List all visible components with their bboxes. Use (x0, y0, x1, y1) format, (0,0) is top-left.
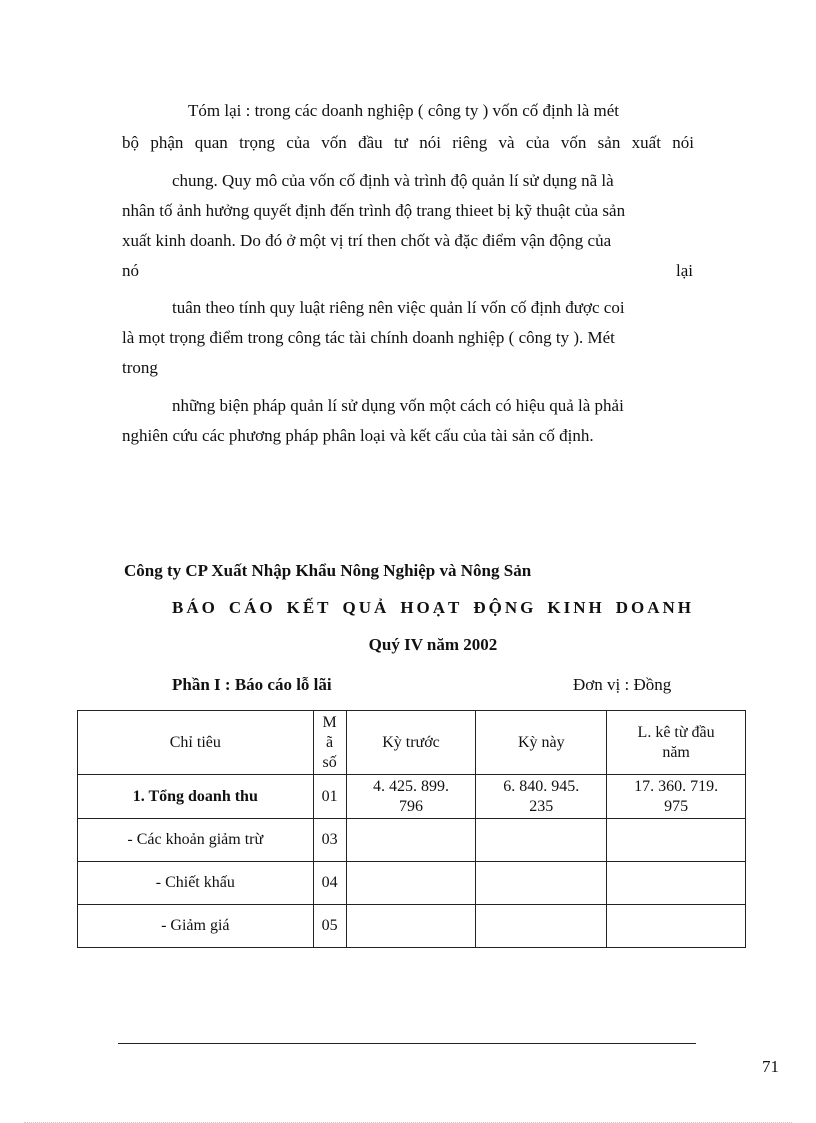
paragraph-line: trong (122, 358, 158, 377)
header-code-line: ã (326, 733, 334, 751)
table-row (78, 905, 746, 948)
header-previous: Kỳ trước (346, 711, 476, 775)
row-value-line: 4. 425. 899. (372, 777, 449, 795)
paragraph-line: Tóm lại : trong các doanh nghiệp ( công ty ) vốn cố định là mét (188, 101, 620, 120)
row-accum (607, 905, 746, 948)
row-value-line: 6. 840. 945. (503, 777, 580, 795)
header-indicator: Chỉ tiêu (78, 711, 314, 775)
report-title (172, 597, 694, 619)
row-indicator: - Giảm giá (78, 905, 314, 948)
report-title-word: DOANH (615, 598, 694, 617)
report-title-word: KINH (547, 598, 605, 617)
row-code: 04 (313, 862, 346, 905)
row-previous (346, 775, 476, 819)
header-current: Kỳ này (476, 711, 607, 775)
paragraph-line: chung. Quy mô của vốn cố định và trình độ quản lí sử dụng nã là (172, 171, 614, 190)
table-header-row (78, 711, 746, 775)
row-code: 03 (313, 819, 346, 862)
row-indicator: - Các khoản giảm trừ (78, 819, 314, 862)
row-value-line: 235 (529, 797, 554, 815)
row-current (476, 905, 607, 948)
report-period: Quý IV năm 2002 (368, 635, 498, 654)
income-report-table (77, 710, 746, 948)
row-value-line: 796 (398, 797, 423, 815)
report-title-word: BÁO (172, 598, 218, 617)
report-title-word: KẾT (286, 598, 332, 617)
row-indicator: - Chiết khấu (78, 862, 314, 905)
row-value-line: 17. 360. 719. (634, 777, 719, 795)
report-part: Phần I : Báo cáo lỗ lãi (172, 675, 332, 694)
table-row (78, 775, 746, 819)
row-current (476, 819, 607, 862)
header-code (313, 711, 346, 775)
row-accum (607, 862, 746, 905)
row-current (476, 862, 607, 905)
page-number: 71 (762, 1057, 779, 1076)
report-title-word: CÁO (228, 598, 276, 617)
paragraph-line: bộ phận quan trọng của vốn đầu tư nói riêng và của vốn sản xuất nói (122, 133, 694, 152)
paragraph-line: lại (676, 261, 693, 280)
report-title-word: HOẠT (400, 598, 463, 617)
row-accum (607, 775, 746, 819)
report-title-word: ĐỘNG (473, 598, 537, 617)
table-row (78, 862, 746, 905)
row-code: 05 (313, 905, 346, 948)
row-code: 01 (313, 775, 346, 819)
header-code-line: số (322, 753, 337, 771)
header-code-line: M (322, 713, 337, 731)
company-name: Công ty CP Xuất Nhập Khẩu Nông Nghiệp và Nông Sản (124, 561, 532, 580)
paragraph-line: nghiên cứu các phương pháp phân loại và kết cấu của tài sản cố định. (122, 426, 594, 445)
header-accum-line: năm (662, 743, 690, 761)
paragraph-line: nó (122, 261, 139, 280)
paragraph-line: là mọt trọng điểm trong công tác tài chính doanh nghiệp ( công ty ). Mét (122, 328, 615, 347)
table-row (78, 819, 746, 862)
paragraph-line: những biện pháp quản lí sử dụng vốn một cách có hiệu quả là phải (172, 396, 624, 415)
row-accum (607, 819, 746, 862)
paragraph-line: xuất kinh doanh. Do đó ở một vị trí then chốt và đặc điểm vận động của (122, 231, 612, 250)
row-previous (346, 862, 476, 905)
paragraph-line: tuân theo tính quy luật riêng nên việc quản lí vốn cố định được coi (172, 298, 625, 317)
row-previous (346, 905, 476, 948)
row-indicator: 1. Tổng doanh thu (78, 775, 314, 819)
row-value-line: 975 (664, 797, 689, 815)
header-accumulated (607, 711, 746, 775)
row-previous (346, 819, 476, 862)
paragraph-line: nhân tố ảnh hưởng quyết định đến trình độ trang thieet bị kỹ thuật của sản (122, 201, 626, 220)
header-accum-line: L. kê từ đầu (637, 723, 715, 741)
report-unit: Đơn vị : Đồng (573, 675, 672, 694)
footer-divider (118, 1043, 696, 1044)
report-title-word: QUẢ (342, 598, 390, 617)
row-current (476, 775, 607, 819)
